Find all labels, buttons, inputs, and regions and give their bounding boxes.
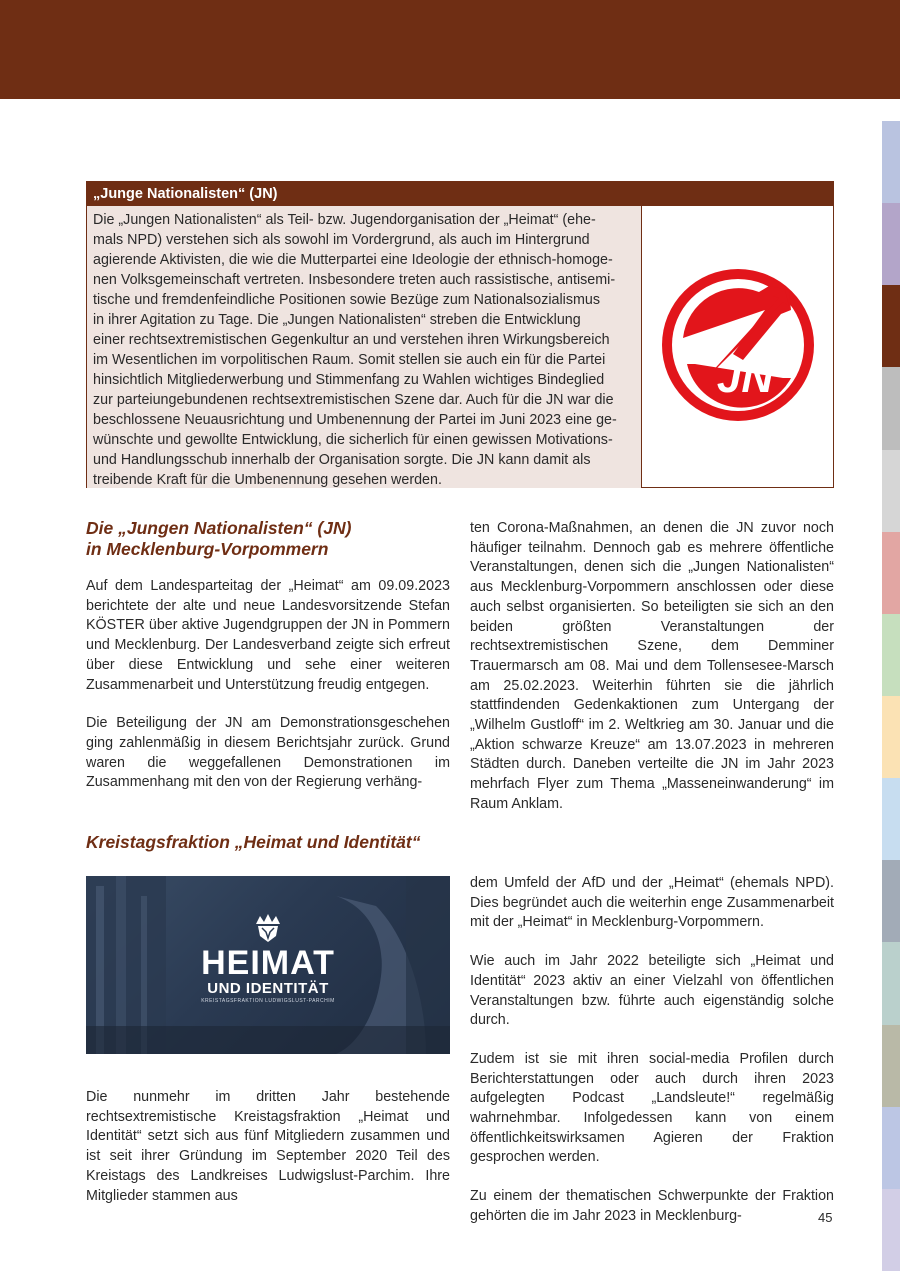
- infobox-line: und Handlungsschub innerhalb der Organisation sorgte. Die JN kann damit als: [93, 452, 591, 468]
- chapter-tab[interactable]: [882, 367, 900, 449]
- chapter-tab[interactable]: [882, 1025, 900, 1107]
- infobox-line: treibende Kraft für die Umbenennung gesehen werden.: [93, 472, 442, 488]
- chapter-tab[interactable]: [882, 942, 900, 1024]
- jn-logo-icon: [661, 268, 815, 422]
- chapter-tab[interactable]: [882, 614, 900, 696]
- chapter-tab[interactable]: [882, 778, 900, 860]
- infobox-line: tische und fremdenfeindliche Positionen sowie Bezüge zum Nationalsozialismus: [93, 292, 601, 308]
- chapter-tabs: [882, 121, 900, 1271]
- infobox-line: nen Volksgemeinschaft vertreten. Insbesondere treten auch rassistische, antisemi-: [93, 272, 616, 288]
- infobox-line: einer rechtsextremistischen Gegenkultur an und verstehen ihren Wirkungsbereich: [93, 332, 610, 348]
- header-band: [0, 0, 900, 99]
- chapter-tab[interactable]: [882, 450, 900, 532]
- infobox-line: in ihrer Agitation zu Tage. Die „Jungen Nationalisten“ streben die Entwicklung: [93, 312, 581, 328]
- section2-right-column: [470, 874, 834, 1227]
- infobox-line: wünschte und gewollte Entwicklung, die sicherlich für einen gewissen Motivations-: [93, 432, 613, 448]
- section2-left-column: [86, 1088, 450, 1206]
- chapter-tab-active[interactable]: [882, 285, 900, 367]
- jn-logo-text: JN: [716, 353, 774, 402]
- infobox-title: „Junge Nationalisten“ (JN): [87, 182, 833, 206]
- chapter-tab[interactable]: [882, 532, 900, 614]
- section2-paragraph: Zu einem der thematischen Schwerpunkte der Fraktion gehörten die im Jahr 2023 in Mecklenburg-: [470, 1188, 834, 1224]
- infobox-line: im Wesentlichen im vorpolitischen Raum. Somit stellen sie auch ein für die Partei: [93, 352, 606, 368]
- infobox-text: [87, 206, 642, 488]
- section2-paragraph: Die nunmehr im dritten Jahr bestehende rechtsextremistische Kreistagsfraktion „Heimat und Identität“ setzt sich aus fünf Mitgliedern zusammen und ist seit ihrer Gründung im September 2020 Teil des Kreistags des Landkreises Ludwigslust-Parchim. Ihre Mitglieder stammen aus: [86, 1089, 450, 1204]
- infobox-line: zur parteiungebundenen rechtsextremistischen Szene dar. Auch für die JN war die: [93, 392, 614, 408]
- section2-paragraph: dem Umfeld der AfD und der „Heimat“ (ehemals NPD). Dies begründet auch die weiterhin enge Zusammenarbeit mit der „Heimat“ in Mecklenburg-Vorpommern.: [470, 875, 834, 931]
- photo-logo-subtitle: UND IDENTITÄT: [207, 980, 329, 997]
- page-number: 45: [818, 1210, 833, 1225]
- section1-paragraph: ten Corona-Maßnahmen, an denen die JN zuvor noch häufiger teilnahm. Dennoch gab es mehrere öffentliche Veranstaltungen, denen sich die „Jungen Nationalisten“ aus Mecklenburg-Vorpommern anschlossen oder diese auch selbst organisierten. So beteiligten sie sich an den beiden größten Veranstaltungen der rechtsextremistischen Szene, dem Demminer Trauermarsch am 08. Mai und dem Tollensesee-Marsch am 25.02.2023. Weiterhin führten sie die jährlich stattfindenden Gedenkaktionen zum Untergang der „Wilhelm Gustloff“ im 2. Weltkrieg am 30. Januar und die „Aktion schwarze Kreuze“ am 13.07.2023 in mehreren Städten durch. Daneben verteilte die JN im Jahr 2023 mehrfach Flyer zum Thema „Masseneinwanderung“ im Raum Anklam.: [470, 520, 834, 812]
- section1-left-column: [86, 518, 450, 793]
- section1-heading: [86, 518, 450, 560]
- section1-right-column: [470, 519, 834, 815]
- photo-logo-caption: KREISTAGSFRAKTION LUDWIGSLUST-PARCHIM: [201, 998, 335, 1004]
- section1-paragraph: Die Beteiligung der JN am Demonstrationsgeschehen ging zahlenmäßig in diesem Berichtsjahr zurück. Grund waren die weggefallenen Demonstrationen im Zusammenhang mit den von der Regierung verhäng-: [86, 715, 450, 791]
- chapter-tab[interactable]: [882, 1189, 900, 1271]
- jn-infobox: [86, 181, 834, 488]
- section2-paragraph: Zudem ist sie mit ihren social-media Profilen durch Berichterstattungen oder auch durch ihren 2023 aufgelegten Podcast „Landsleute!“ regelmäßig wahrnehmbar. Infolgedessen kann von einem öffentlichkeitswirksamen Agieren der Fraktion gesprochen werden.: [470, 1050, 834, 1166]
- crown-crest-icon: [252, 914, 284, 944]
- chapter-tab[interactable]: [882, 696, 900, 778]
- infobox-line: Die „Jungen Nationalisten“ als Teil- bzw. Jugendorganisation der „Heimat“ (ehe-: [93, 212, 596, 228]
- infobox-line: beschlossene Neuausrichtung und Umbenennung der Partei im Juni 2023 eine ge-: [93, 412, 617, 428]
- chapter-tab[interactable]: [882, 860, 900, 942]
- section1-paragraph: Auf dem Landesparteitag der „Heimat“ am 09.09.2023 berichtete der alte und neue Landesvorsitzende Stefan KÖSTER über aktive Jugendgruppen der JN in Pommern und Mecklenburg. Der Landesverband zeigte sich erfreut über diese Entwicklung und sehe einer weiteren Zusammenarbeit und Unterstützung freudig entgegen.: [86, 578, 450, 693]
- section1-heading-line: in Mecklenburg-Vorpommern: [86, 539, 329, 559]
- infobox-line: hinsichtlich Mitgliederwerbung und Stimmenfang zu Wahlen wichtiges Bindeglied: [93, 372, 605, 388]
- heimat-identitaet-photo: [86, 876, 450, 1054]
- section2-heading: Kreistagsfraktion „Heimat und Identität“: [86, 832, 421, 852]
- infobox-line: mals NPD) verstehen sich als sowohl im Vordergrund, als auch im Hintergrund: [93, 232, 590, 248]
- photo-logo-title: HEIMAT: [201, 944, 335, 982]
- chapter-tab[interactable]: [882, 203, 900, 285]
- section1-heading-line: Die „Jungen Nationalisten“ (JN): [86, 518, 352, 538]
- chapter-tab[interactable]: [882, 1107, 900, 1189]
- chapter-tab[interactable]: [882, 121, 900, 203]
- section2-paragraph: Wie auch im Jahr 2022 beteiligte sich „Heimat und Identität“ 2023 aktiv an einer Vielzahl von öffentlichen Veranstaltungen bzw. führte auch eigenständig solche durch.: [470, 953, 834, 1029]
- infobox-line: agierende Aktivisten, die wie die Mutterpartei eine Ideologie der ethnisch-homoge-: [93, 252, 613, 268]
